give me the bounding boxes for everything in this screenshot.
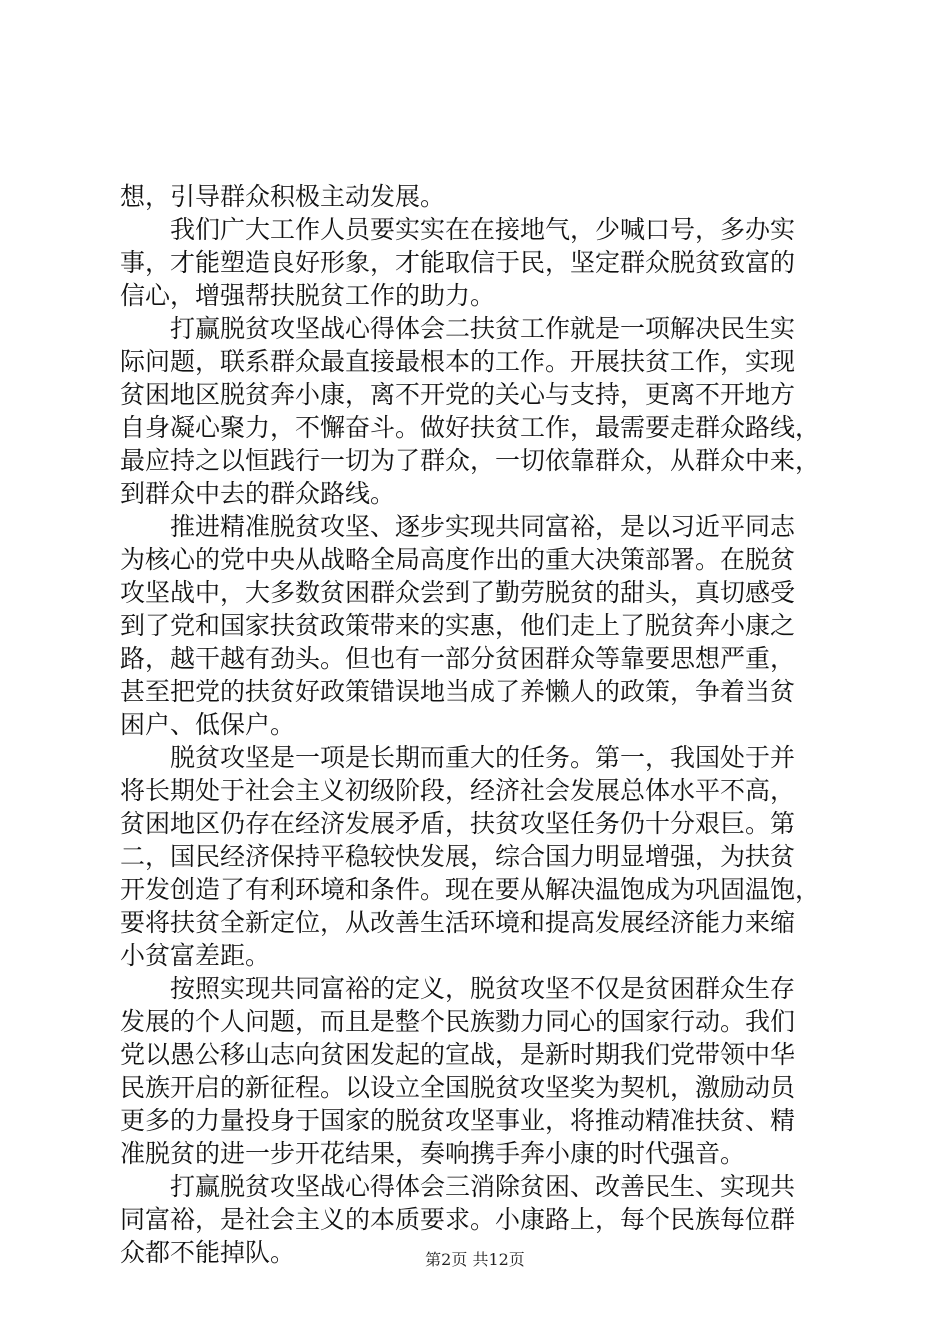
text-line: 党以愚公移山志向贫困发起的宣战，是新时期我们党带领中华: [120, 1040, 796, 1069]
paragraph-first-line: 我们广大工作人员要实实在在接地气，少喊口号，多办实: [170, 215, 796, 244]
text-line: 到群众中去的群众路线。: [120, 479, 396, 508]
text-line: 路，越干越有劲头。但也有一部分贫困群众等靠要思想严重，: [120, 644, 796, 673]
text-line: 事，才能塑造良好形象，才能取信于民，坚定群众脱贫致富的: [120, 248, 796, 277]
text-line: 更多的力量投身于国家的脱贫攻坚事业，将推动精准扶贫、精: [120, 1106, 796, 1135]
text-line: 发展的个人问题，而且是整个民族勠力同心的国家行动。我们: [120, 1007, 796, 1036]
text-line: 困户、低保户。: [120, 710, 296, 739]
text-line: 贫困地区仍存在经济发展矛盾，扶贫攻坚任务仍十分艰巨。第: [120, 809, 796, 838]
text-line: 要将扶贫全新定位，从改善生活环境和提高发展经济能力来缩: [120, 908, 796, 937]
text-line: 小贫富差距。: [120, 941, 271, 970]
text-line: 自身凝心聚力，不懈奋斗。做好扶贫工作，最需要走群众路线，: [120, 413, 821, 442]
text-line: 信心，增强帮扶脱贫工作的助力。: [120, 281, 496, 310]
page-number-footer: 第2页 共12页: [425, 1250, 525, 1269]
text-line: 将长期处于社会主义初级阶段，经济社会发展总体水平不高，: [120, 776, 796, 805]
text-line: 同富裕，是社会主义的本质要求。小康路上，每个民族每位群: [120, 1205, 796, 1234]
text-line: 开发创造了有利环境和条件。现在要从解决温饱成为巩固温饱，: [120, 875, 821, 904]
paragraph-first-line: 脱贫攻坚是一项是长期而重大的任务。第一，我国处于并: [170, 743, 796, 772]
text-line: 为核心的党中央从战略全局高度作出的重大决策部署。在脱贫: [120, 545, 796, 574]
text-line: 准脱贫的进一步开花结果，奏响携手奔小康的时代强音。: [120, 1139, 746, 1168]
text-line: 众都不能掉队。: [120, 1238, 296, 1267]
text-line: 贫困地区脱贫奔小康，离不开党的关心与支持，更离不开地方: [120, 380, 796, 409]
paragraph-first-line: 推进精准脱贫攻坚、逐步实现共同富裕，是以习近平同志: [170, 512, 796, 541]
paragraph-first-line: 按照实现共同富裕的定义，脱贫攻坚不仅是贫困群众生存: [170, 974, 796, 1003]
text-line: 民族开启的新征程。以设立全国脱贫攻坚奖为契机，激励动员: [120, 1073, 796, 1102]
text-line: 最应持之以恒践行一切为了群众，一切依靠群众，从群众中来，: [120, 446, 821, 475]
text-line: 二，国民经济保持平稳较快发展，综合国力明显增强，为扶贫: [120, 842, 796, 871]
text-line: 到了党和国家扶贫政策带来的实惠，他们走上了脱贫奔小康之: [120, 611, 796, 640]
paragraph-first-line: 打赢脱贫攻坚战心得体会二扶贫工作就是一项解决民生实: [170, 314, 796, 343]
text-line: 际问题，联系群众最直接最根本的工作。开展扶贫工作，实现: [120, 347, 796, 376]
text-line: 甚至把党的扶贫好政策错误地当成了养懒人的政策，争着当贫: [120, 677, 796, 706]
text-line: 攻坚战中，大多数贫困群众尝到了勤劳脱贫的甜头，真切感受: [120, 578, 796, 607]
text-line: 想，引导群众积极主动发展。: [120, 182, 446, 211]
paragraph-first-line: 打赢脱贫攻坚战心得体会三消除贫困、改善民生、实现共: [170, 1172, 796, 1201]
